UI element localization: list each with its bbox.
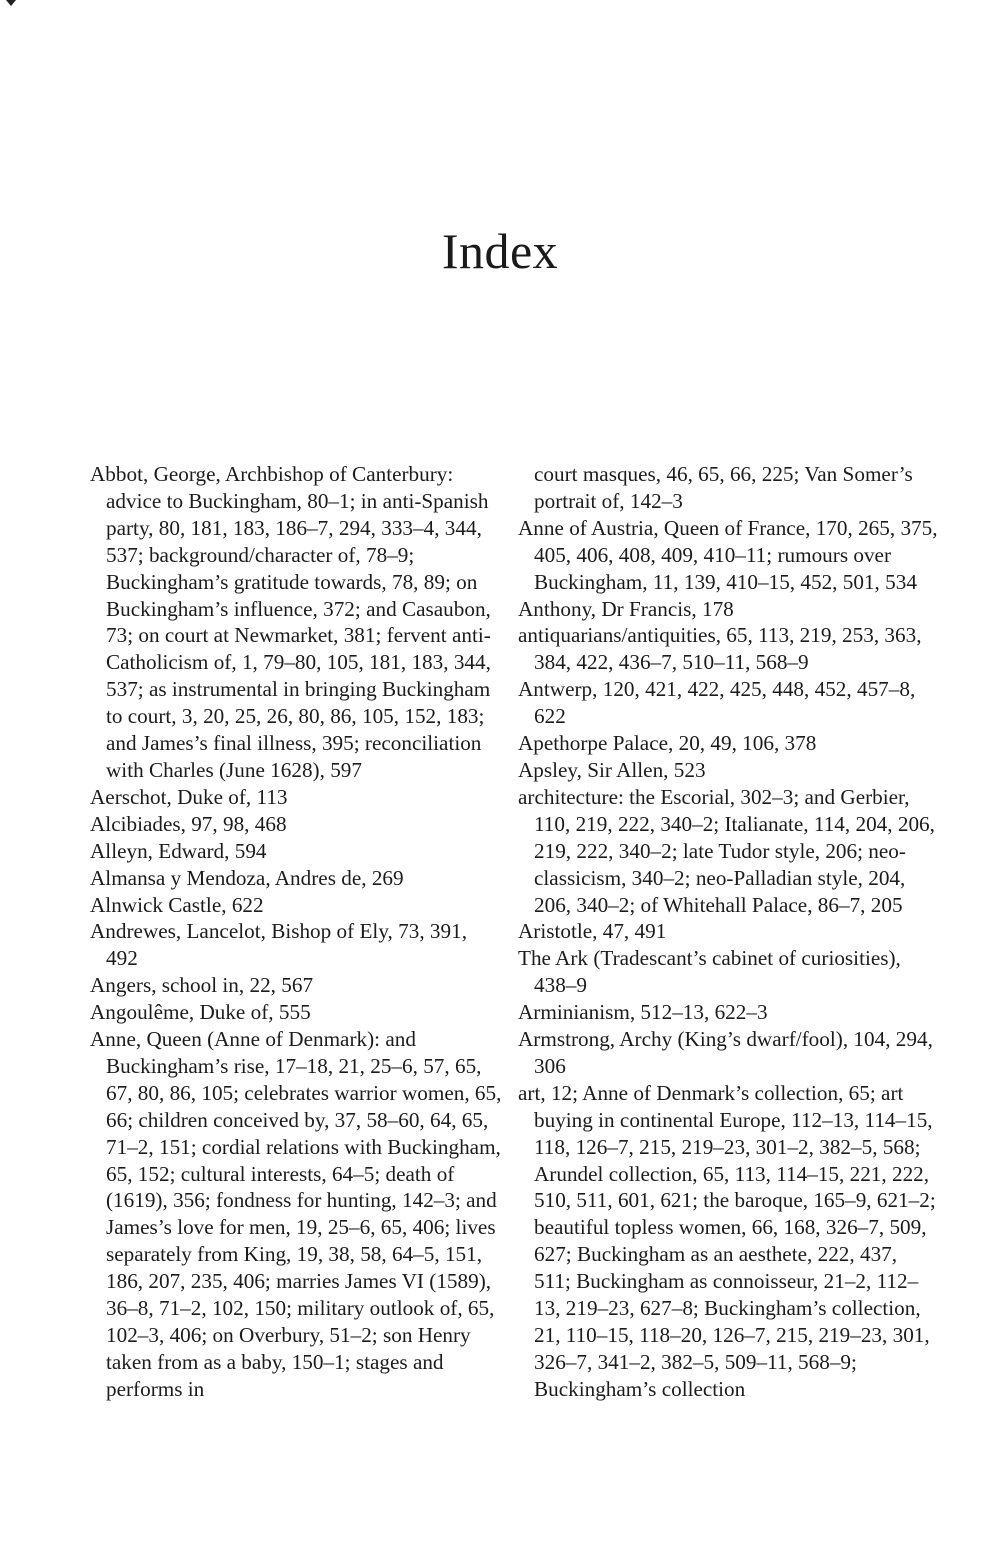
index-column-right (518, 461, 938, 1403)
index-entry: Anthony, Dr Francis, 178 (518, 596, 734, 621)
index-entry: Aristotle, 47, 491 (518, 919, 667, 944)
index-entry-continuation: court masques, 46, 65, 66, 225; Van Somer’s portrait of, 142–3 (534, 462, 913, 513)
index-entry: Angoulême, Duke of, 555 (90, 1000, 311, 1025)
index-entry: The Ark (Tradescant’s cabinet of curiosities), 438–9 (518, 946, 901, 998)
index-entry: Anne, Queen (Anne of Denmark): and Buckingham’s rise, 17–18, 21, 25–6, 57, 65, 67, 80, 86, 105; celebrates warrior women, 65, 66; children conceived by, 37, 58–60, 64, 65, 71–2, 151; cordial relations with Buckingham, 65, 152; cultural interests, 64–5; death of (1619), 356; fondness for hunting, 142–3; and James’s love for men, 19, 25–6, 65, 406; lives separately from King, 19, 38, 58, 64–5, 151, 186, 207, 235, 406; marries James VI (1589), 36–8, 71–2, 102, 150; military outlook of, 65, 102–3, 406; on Overbury, 51–2; son Henry taken from as a baby, 150–1; stages and performs in (90, 1027, 502, 1401)
index-entry: Anne of Austria, Queen of France, 170, 265, 375, 405, 406, 408, 409, 410–11; rumours over Buckingham, 11, 139, 410–15, 452, 501, 534 (518, 515, 938, 594)
index-entry: Alleyn, Edward, 594 (90, 838, 267, 863)
index-entry: Angers, school in, 22, 567 (90, 973, 314, 998)
index-entry: Antwerp, 120, 421, 422, 425, 448, 452, 457–8, 622 (518, 677, 916, 729)
index-entry: Alnwick Castle, 622 (90, 892, 264, 917)
page-title: Index (441, 223, 559, 279)
index-entry: Andrewes, Lancelot, Bishop of Ely, 73, 391, 492 (90, 919, 467, 971)
index-entry: Abbot, George, Archbishop of Canterbury: advice to Buckingham, 80–1; in anti-Spanish party, 80, 181, 183, 186–7, 294, 333–4, 344, 537; background/character of, 78–9; Buckingham’s gratitude towards, 78, 89; on Buckingham’s influence, 372; and Casaubon, 73; on court at Newmarket, 381; fervent anti-Catholicism of, 1, 79–80, 105, 181, 183, 344, 537; as instrumental in bringing Buckingham to court, 3, 20, 25, 26, 80, 86, 105, 152, 183; and James’s final illness, 395; reconciliation with Charles (June 1628), 597 (90, 462, 491, 782)
index-entry: Armstrong, Archy (King’s dwarf/fool), 104, 294, 306 (518, 1027, 933, 1078)
index-entry: architecture: the Escorial, 302–3; and Gerbier, 110, 219, 222, 340–2; Italianate, 114, 204, 206, 219, 222, 340–2; late Tudor style, 206; neo-classicism, 340–2; neo-Palladian style, 204, 206, 340–2; of Whitehall Palace, 86–7, 205 (518, 784, 935, 917)
index-column-left (90, 461, 502, 1403)
index-entry: Aerschot, Duke of, 113 (90, 784, 288, 809)
index-entry: Apethorpe Palace, 20, 49, 106, 378 (518, 731, 817, 756)
index-entry: Alcibiades, 97, 98, 468 (90, 811, 287, 836)
index-entry: antiquarians/antiquities, 65, 113, 219, 253, 363, 384, 422, 436–7, 510–11, 568–9 (518, 623, 922, 675)
index-entry: Apsley, Sir Allen, 523 (518, 757, 706, 782)
index-entry: Almansa y Mendoza, Andres de, 269 (90, 865, 404, 890)
index-entry: art, 12; Anne of Denmark’s collection, 65; art buying in continental Europe, 112–13, 114–15, 118, 126–7, 215, 219–23, 301–2, 382–5, 568; Arundel collection, 65, 113, 114–15, 221, 222, 510, 511, 601, 621; the baroque, 165–9, 621–2; beautiful topless women, 66, 168, 326–7, 509, 627; Buckingham as an aesthete, 222, 437, 511; Buckingham as connoisseur, 21–2, 112–13, 219–23, 627–8; Buckingham’s collection, 21, 110–15, 118–20, 126–7, 215, 219–23, 301, 326–7, 341–2, 382–5, 509–11, 568–9; Buckingham’s collection (518, 1080, 936, 1401)
scan-corner-mark (6, 0, 16, 6)
index-entry: Arminianism, 512–13, 622–3 (518, 1000, 768, 1025)
